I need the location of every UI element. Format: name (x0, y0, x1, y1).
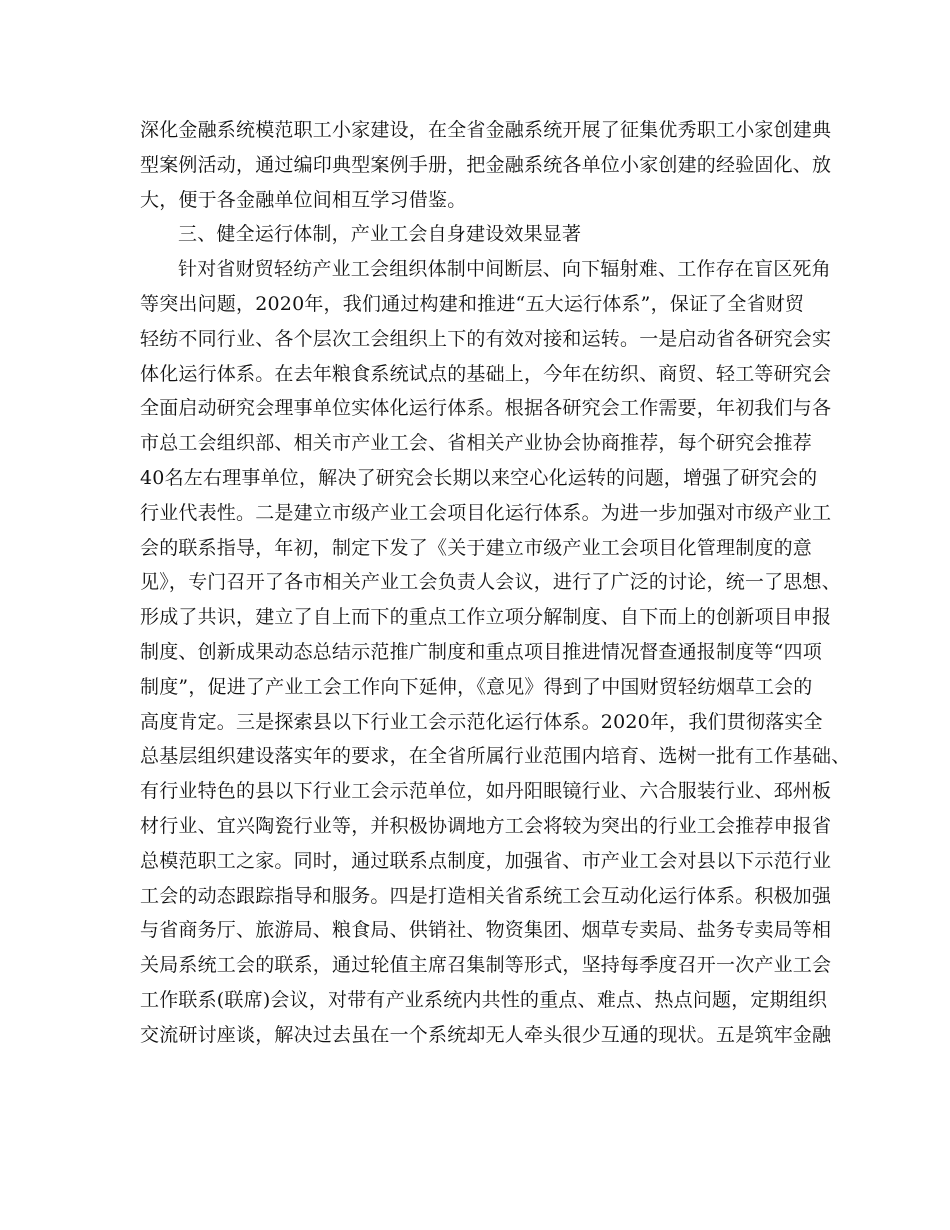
text-line: 体化运行体系。在去年粮食系统试点的基础上，今年在纺织、商贸、轻工等研究会 (140, 362, 832, 385)
text-line: 形成了共识，建立了自上而下的重点工作立项分解制度、自下而上的创新项目申报 (140, 606, 832, 629)
text-line: 针对省财贸轻纺产业工会组织体制中间断层、向下辐射难、工作存在盲区死角 (178, 258, 831, 281)
text-line: 行业代表性。二是建立市级产业工会项目化运行体系。为进一步加强对市级产业工 (140, 501, 832, 524)
text-line: 制度”，促进了产业工会工作向下延伸，《意见》得到了中国财贸轻纺烟草工会的 (140, 675, 813, 698)
text-line: 工会的动态跟踪指导和服务。四是打造相关省系统工会互动化运行体系。积极加强 (140, 884, 832, 907)
text-line: 有行业特色的县以下行业工会示范单位，如丹阳眼镜行业、六合服装行业、邳州板 (140, 780, 832, 803)
text-line: 深化金融系统模范职工小家建设，在全省金融系统开展了征集优秀职工小家创建典 (140, 119, 832, 141)
section-heading: 三、健全运行体制，产业工会自身建设效果显著 (178, 223, 582, 246)
text-line: 制度、创新成果动态总结示范推广制度和重点项目推进情况督查通报制度等“四项 (140, 640, 822, 663)
text-line: 交流研讨座谈，解决过去虽在一个系统却无人牵头很少互通的现状。五是筑牢金融 (140, 1023, 832, 1046)
body-text (140, 113, 851, 1053)
text-line: 等突出问题，2020年，我们通过构建和推进“五大运行体系”，保证了全省财贸 (140, 292, 805, 315)
text-line: 市总工会组织部、相关市产业工会、省相关产业协会协商推荐，每个研究会推荐 (140, 432, 813, 455)
text-line: 总模范职工之家。同时，通过联系点制度，加强省、市产业工会对县以下示范行业 (140, 849, 832, 872)
text-line: 型案例活动，通过编印典型案例手册，把金融系统各单位小家创建的经验固化、放 (140, 153, 832, 176)
text-line: 工作联系(联席)会议，对带有产业系统内共性的重点、难点、热点问题，定期组织 (140, 988, 828, 1011)
text-line: 轻纺不同行业、各个层次工会组织上下的有效对接和运转。一是启动省各研究会实 (140, 327, 832, 350)
text-line: 关局系统工会的联系，通过轮值主席召集制等形式，坚持每季度召开一次产业工会 (140, 954, 832, 977)
text-line: 大，便于各金融单位间相互学习借鉴。 (140, 188, 467, 211)
text-line: 与省商务厅、旅游局、粮食局、供销社、物资集团、烟草专卖局、盐务专卖局等相 (140, 919, 832, 942)
text-line: 全面启动研究会理事单位实体化运行体系。根据各研究会工作需要，年初我们与各 (140, 397, 832, 420)
text-line: 材行业、宜兴陶瓷行业等，并积极协调地方工会将较为突出的行业工会推荐申报省 (140, 814, 832, 837)
text-line: 40名左右理事单位，解决了研究会长期以来空心化运转的问题，增强了研究会的 (140, 466, 818, 489)
text-line: 会的联系指导，年初，制定下发了《关于建立市级产业工会项目化管理制度的意 (140, 536, 813, 559)
text-line: 高度肯定。三是探索县以下行业工会示范化运行体系。2020年，我们贯彻落实全 (140, 710, 823, 733)
text-line: 总基层组织建设落实年的要求，在全省所属行业范围内培育、选树一批有工作基础、 (140, 745, 851, 768)
text-line: 见》，专门召开了各市相关产业工会负责人会议，进行了广泛的讨论，统一了思想、 (140, 571, 841, 594)
